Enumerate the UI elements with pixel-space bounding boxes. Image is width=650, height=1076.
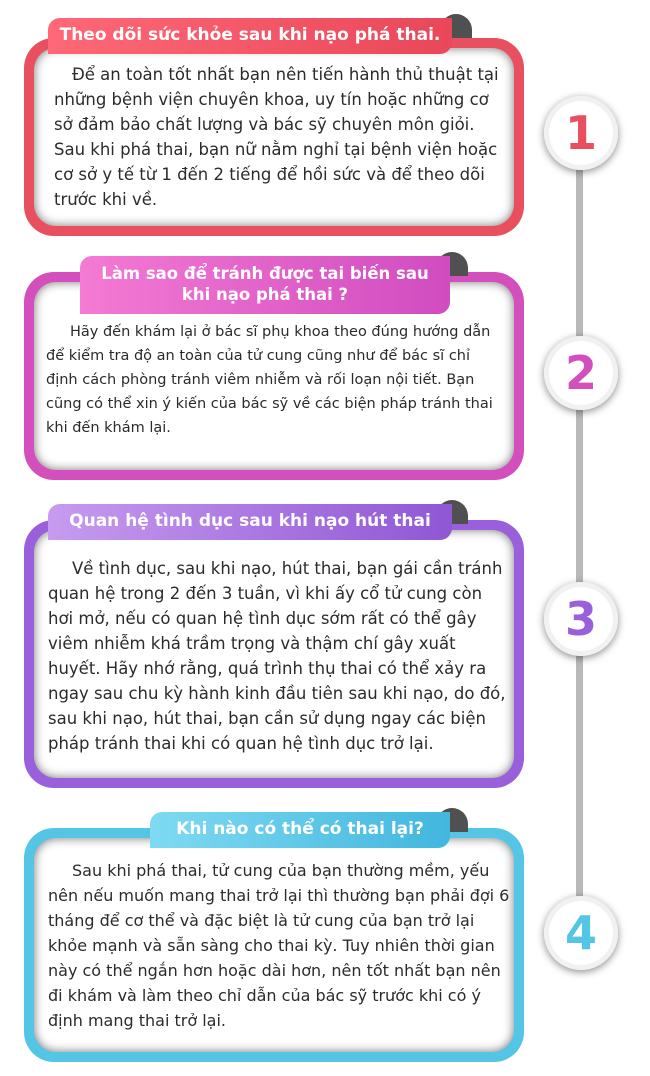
- section-4-title: Khi nào có thể có thai lại?: [150, 812, 450, 848]
- section-2-body: Hãy đến khám lại ở bác sĩ phụ khoa theo đúng hướng dẫn để kiểm tra độ an toàn của tử cung cũng như để bác sĩ chỉ định cách phòng tránh viêm nhiễm và rối loạn nội tiết. Bạn cũng có thể xin ý kiến của bác sỹ về các biện pháp tránh thai khi đến khám lại.: [46, 324, 493, 436]
- section-4-number: 4: [544, 896, 618, 970]
- section-2-number: 2: [544, 336, 618, 410]
- section-3-number: 3: [544, 582, 618, 656]
- section-1-body: Để an toàn tốt nhất bạn nên tiến hành thủ thuật tại những bệnh viện chuyên khoa, uy tín hoặc những cơ sở đảm bảo chất lượng và bác sỹ chuyên môn giỏi. Sau khi phá thai, bạn nữ nằm nghỉ tại bệnh viện hoặc cơ sở y tế từ 1 đến 2 tiếng để hồi sức và để theo dõi trước khi về.: [54, 65, 499, 209]
- section-2-title: Làm sao để tránh được tai biến sau khi nạo phá thai ?: [80, 256, 450, 314]
- section-3-title: Quan hệ tình dục sau khi nạo hút thai: [48, 504, 452, 540]
- section-4-card: [24, 828, 524, 1062]
- section-1-number: 1: [544, 96, 618, 170]
- section-4-body: Sau khi phá thai, tử cung của bạn thường mềm, yếu nên nếu muốn mang thai trở lại thì thường bạn phải đợi 6 tháng để cơ thể và đặc biệt là tử cung của bạn trở lại khỏe mạnh và sẵn sàng cho thai kỳ. Tuy nhiên thời gian này có thể ngắn hơn hoặc dài hơn, nên tốt nhất bạn nên đi khám và làm theo chỉ dẫn của bác sỹ trước khi có ý định mang thai trở lại.: [48, 861, 510, 1030]
- section-1-title: Theo dõi sức khỏe sau khi nạo phá thai.: [48, 18, 452, 54]
- timeline-line: [576, 110, 583, 940]
- section-3-card: [24, 520, 524, 788]
- section-3-body: Về tình dục, sau khi nạo, hút thai, bạn gái cần tránh quan hệ trong 2 đến 3 tuần, vì khi ấy cổ tử cung còn hơi mở, nếu có quan hệ tình dục sớm rất có thể gây viêm nhiễm khá trầm trọng và thậm chí gây xuất huyết. Hãy nhớ rằng, quá trình thụ thai có thể xảy ra ngay sau chu kỳ hành kinh đầu tiên sau khi nạo, do đó, sau khi nạo, hút thai, bạn cần sử dụng ngay các biện pháp tránh thai khi có quan hệ tình dục trở lại.: [48, 559, 506, 753]
- section-1-card: [24, 38, 524, 236]
